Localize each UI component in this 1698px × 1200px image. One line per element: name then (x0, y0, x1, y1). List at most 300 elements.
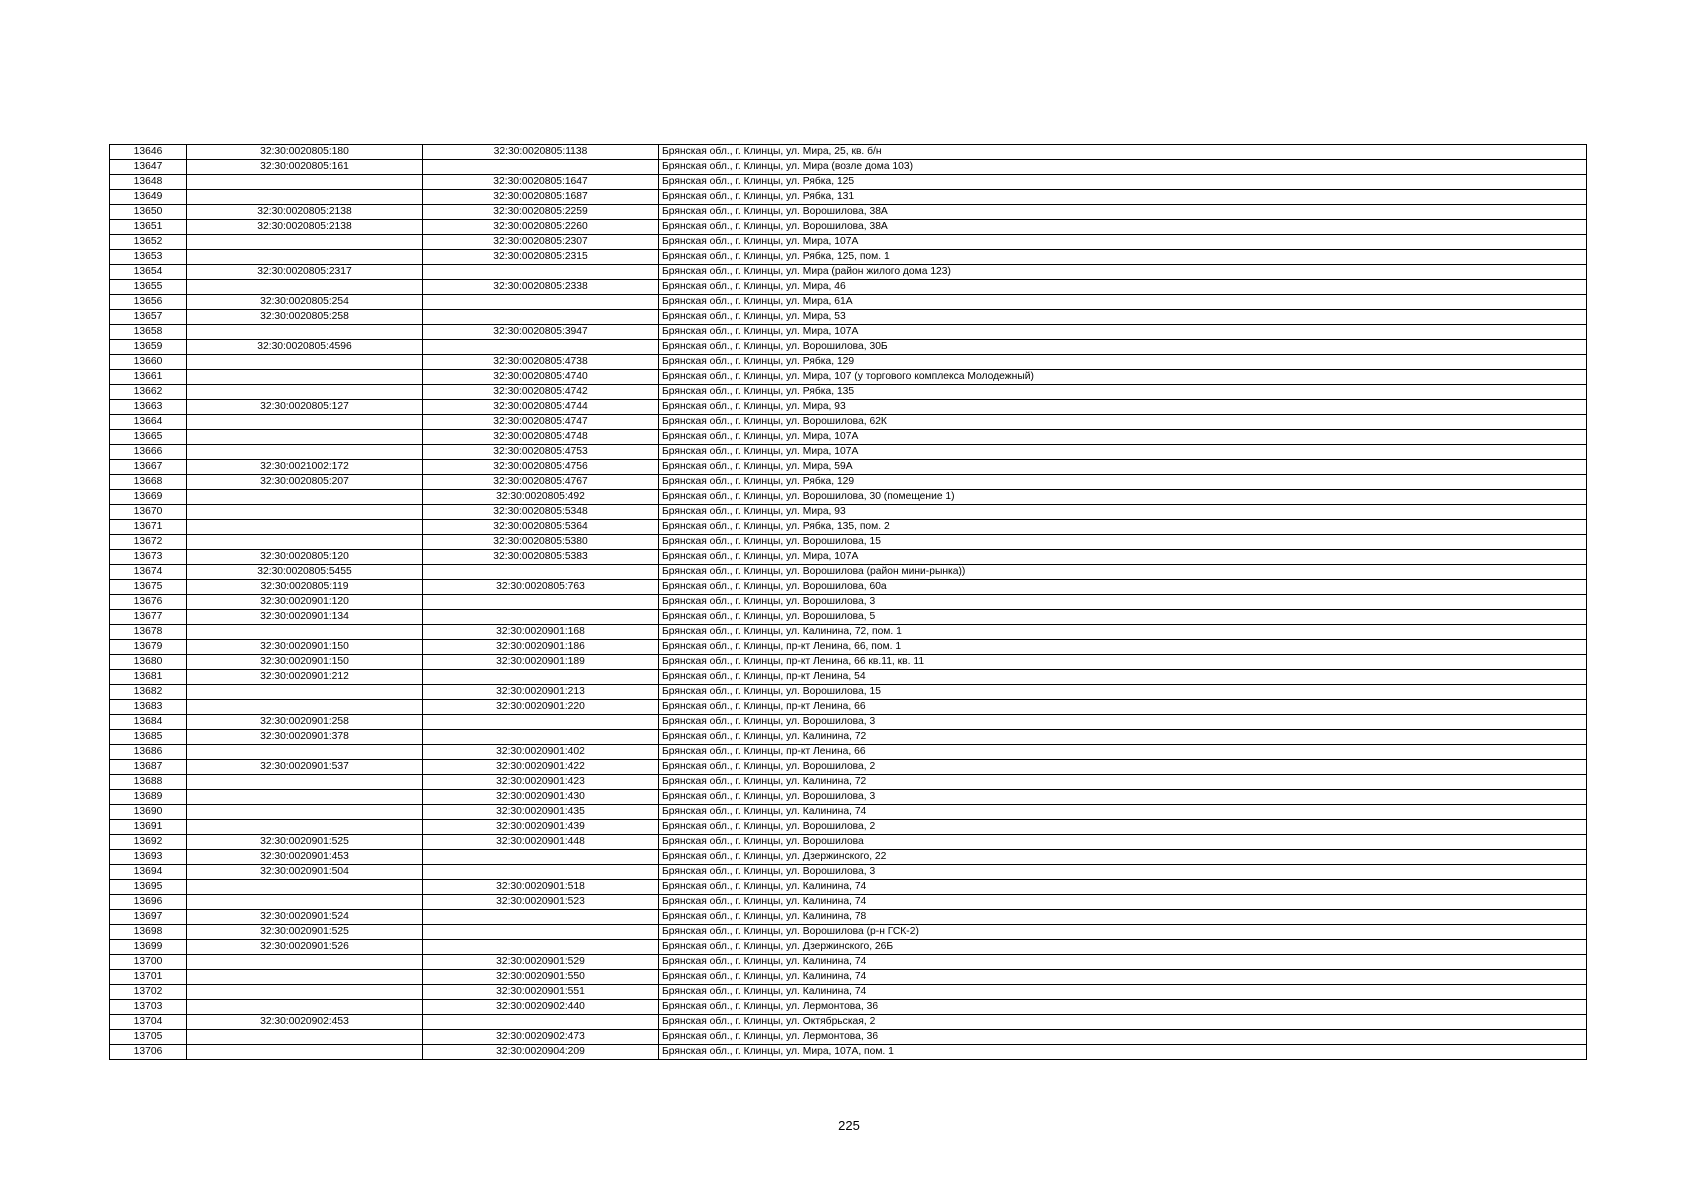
cadastral-number-cell (187, 1045, 423, 1060)
address-cell: Брянская обл., г. Клинцы, ул. Мира, 107А, пом. 1 (659, 1045, 1587, 1060)
related-cadastral-number-cell (423, 340, 659, 355)
related-cadastral-number-cell: 32:30:0020805:5383 (423, 550, 659, 565)
row-number-cell: 13648 (110, 175, 187, 190)
row-number-cell: 13694 (110, 865, 187, 880)
related-cadastral-number-cell: 32:30:0020805:4767 (423, 475, 659, 490)
related-cadastral-number-cell (423, 850, 659, 865)
cadastral-number-cell (187, 280, 423, 295)
address-cell: Брянская обл., г. Клинцы, ул. Мира (район жилого дома 123) (659, 265, 1587, 280)
cadastral-number-cell: 32:30:0020901:504 (187, 865, 423, 880)
address-cell: Брянская обл., г. Клинцы, ул. Лермонтова, 36 (659, 1000, 1587, 1015)
address-cell: Брянская обл., г. Клинцы, ул. Мира, 107 (у торгового комплекса Молодежный) (659, 370, 1587, 385)
cadastral-number-cell: 32:30:0020805:2138 (187, 220, 423, 235)
row-number-cell: 13654 (110, 265, 187, 280)
cadastral-number-cell (187, 430, 423, 445)
address-cell: Брянская обл., г. Клинцы, ул. Мира, 107А (659, 235, 1587, 250)
row-number-cell: 13671 (110, 520, 187, 535)
row-number-cell: 13702 (110, 985, 187, 1000)
address-cell: Брянская обл., г. Клинцы, ул. Ворошилова, 3 (659, 715, 1587, 730)
table-row (110, 1030, 1587, 1045)
related-cadastral-number-cell: 32:30:0020904:209 (423, 1045, 659, 1060)
row-number-cell: 13670 (110, 505, 187, 520)
related-cadastral-number-cell: 32:30:0020901:220 (423, 700, 659, 715)
cadastral-number-cell (187, 805, 423, 820)
cadastral-number-cell: 32:30:0020901:212 (187, 670, 423, 685)
address-cell: Брянская обл., г. Клинцы, ул. Ворошилова, 3 (659, 790, 1587, 805)
cadastral-number-cell (187, 700, 423, 715)
address-cell: Брянская обл., г. Клинцы, ул. Калинина, 74 (659, 880, 1587, 895)
cadastral-number-cell: 32:30:0020902:453 (187, 1015, 423, 1030)
cadastral-number-cell (187, 820, 423, 835)
cadastral-number-cell (187, 685, 423, 700)
row-number-cell: 13687 (110, 760, 187, 775)
address-cell: Брянская обл., г. Клинцы, ул. Мира, 53 (659, 310, 1587, 325)
row-number-cell: 13669 (110, 490, 187, 505)
table-row (110, 1015, 1587, 1030)
related-cadastral-number-cell: 32:30:0020805:4748 (423, 430, 659, 445)
table-row (110, 400, 1587, 415)
address-cell: Брянская обл., г. Клинцы, ул. Ворошилова (район мини-рынка)) (659, 565, 1587, 580)
table-row (110, 505, 1587, 520)
cadastral-number-cell: 32:30:0020901:150 (187, 640, 423, 655)
table-row (110, 745, 1587, 760)
address-cell: Брянская обл., г. Клинцы, ул. Мира, 107А (659, 445, 1587, 460)
related-cadastral-number-cell (423, 715, 659, 730)
registry-table (109, 144, 1587, 1060)
table-row (110, 790, 1587, 805)
row-number-cell: 13706 (110, 1045, 187, 1060)
cadastral-number-cell: 32:30:0020805:127 (187, 400, 423, 415)
related-cadastral-number-cell: 32:30:0020901:439 (423, 820, 659, 835)
address-cell: Брянская обл., г. Клинцы, ул. Мира, 107А (659, 430, 1587, 445)
address-cell: Брянская обл., г. Клинцы, ул. Рябка, 131 (659, 190, 1587, 205)
row-number-cell: 13700 (110, 955, 187, 970)
row-number-cell: 13675 (110, 580, 187, 595)
table-row (110, 715, 1587, 730)
row-number-cell: 13703 (110, 1000, 187, 1015)
address-cell: Брянская обл., г. Клинцы, ул. Ворошилова (659, 835, 1587, 850)
row-number-cell: 13660 (110, 355, 187, 370)
table-row (110, 865, 1587, 880)
related-cadastral-number-cell: 32:30:0020805:492 (423, 490, 659, 505)
row-number-cell: 13693 (110, 850, 187, 865)
table-row (110, 370, 1587, 385)
cadastral-number-cell (187, 190, 423, 205)
row-number-cell: 13699 (110, 940, 187, 955)
table-row (110, 235, 1587, 250)
table-row (110, 835, 1587, 850)
cadastral-number-cell (187, 775, 423, 790)
row-number-cell: 13646 (110, 145, 187, 160)
row-number-cell: 13678 (110, 625, 187, 640)
cadastral-number-cell (187, 250, 423, 265)
cadastral-number-cell: 32:30:0020901:537 (187, 760, 423, 775)
row-number-cell: 13647 (110, 160, 187, 175)
cadastral-number-cell (187, 490, 423, 505)
related-cadastral-number-cell (423, 295, 659, 310)
row-number-cell: 13680 (110, 655, 187, 670)
table-row (110, 655, 1587, 670)
row-number-cell: 13685 (110, 730, 187, 745)
table-row (110, 685, 1587, 700)
table-row (110, 910, 1587, 925)
row-number-cell: 13682 (110, 685, 187, 700)
address-cell: Брянская обл., г. Клинцы, ул. Ворошилова, 60а (659, 580, 1587, 595)
related-cadastral-number-cell (423, 265, 659, 280)
address-cell: Брянская обл., г. Клинцы, ул. Мира, 59А (659, 460, 1587, 475)
table-row (110, 820, 1587, 835)
address-cell: Брянская обл., г. Клинцы, ул. Мира (возле дома 103) (659, 160, 1587, 175)
table-row (110, 580, 1587, 595)
related-cadastral-number-cell: 32:30:0020805:4740 (423, 370, 659, 385)
table-row (110, 850, 1587, 865)
page-number: 225 (838, 1118, 860, 1133)
related-cadastral-number-cell: 32:30:0020805:3947 (423, 325, 659, 340)
table-row (110, 250, 1587, 265)
table-row (110, 775, 1587, 790)
row-number-cell: 13667 (110, 460, 187, 475)
cadastral-number-cell (187, 1000, 423, 1015)
related-cadastral-number-cell (423, 730, 659, 745)
row-number-cell: 13662 (110, 385, 187, 400)
row-number-cell: 13688 (110, 775, 187, 790)
related-cadastral-number-cell: 32:30:0020901:550 (423, 970, 659, 985)
table-row (110, 415, 1587, 430)
cadastral-number-cell: 32:30:0020901:378 (187, 730, 423, 745)
row-number-cell: 13672 (110, 535, 187, 550)
row-number-cell: 13691 (110, 820, 187, 835)
row-number-cell: 13696 (110, 895, 187, 910)
related-cadastral-number-cell (423, 670, 659, 685)
related-cadastral-number-cell: 32:30:0020901:523 (423, 895, 659, 910)
address-cell: Брянская обл., г. Клинцы, ул. Мира, 107А (659, 550, 1587, 565)
address-cell: Брянская обл., г. Клинцы, ул. Ворошилова (р-н ГСК-2) (659, 925, 1587, 940)
row-number-cell: 13692 (110, 835, 187, 850)
related-cadastral-number-cell: 32:30:0020902:440 (423, 1000, 659, 1015)
address-cell: Брянская обл., г. Клинцы, ул. Ворошилова, 3 (659, 595, 1587, 610)
table-row (110, 430, 1587, 445)
registry-table-body (110, 145, 1587, 1060)
cadastral-number-cell (187, 370, 423, 385)
related-cadastral-number-cell: 32:30:0020805:1687 (423, 190, 659, 205)
row-number-cell: 13677 (110, 610, 187, 625)
row-number-cell: 13674 (110, 565, 187, 580)
table-row (110, 295, 1587, 310)
cadastral-number-cell: 32:30:0020805:258 (187, 310, 423, 325)
related-cadastral-number-cell: 32:30:0020902:473 (423, 1030, 659, 1045)
cadastral-number-cell: 32:30:0020901:524 (187, 910, 423, 925)
address-cell: Брянская обл., г. Клинцы, ул. Ворошилова, 15 (659, 535, 1587, 550)
address-cell: Брянская обл., г. Клинцы, ул. Калинина, 72 (659, 730, 1587, 745)
address-cell: Брянская обл., г. Клинцы, ул. Калинина, 72, пом. 1 (659, 625, 1587, 640)
address-cell: Брянская обл., г. Клинцы, ул. Рябка, 135 (659, 385, 1587, 400)
address-cell: Брянская обл., г. Клинцы, ул. Мира, 46 (659, 280, 1587, 295)
table-row (110, 460, 1587, 475)
table-row (110, 760, 1587, 775)
table-row (110, 625, 1587, 640)
row-number-cell: 13663 (110, 400, 187, 415)
row-number-cell: 13684 (110, 715, 187, 730)
address-cell: Брянская обл., г. Клинцы, ул. Мира, 93 (659, 505, 1587, 520)
address-cell: Брянская обл., г. Клинцы, ул. Рябка, 125, пом. 1 (659, 250, 1587, 265)
related-cadastral-number-cell: 32:30:0020805:4753 (423, 445, 659, 460)
related-cadastral-number-cell: 32:30:0020805:4747 (423, 415, 659, 430)
cadastral-number-cell: 32:30:0020901:453 (187, 850, 423, 865)
cadastral-number-cell (187, 970, 423, 985)
related-cadastral-number-cell: 32:30:0020901:402 (423, 745, 659, 760)
address-cell: Брянская обл., г. Клинцы, пр-кт Ленина, 66 (659, 745, 1587, 760)
row-number-cell: 13649 (110, 190, 187, 205)
table-row (110, 595, 1587, 610)
related-cadastral-number-cell (423, 595, 659, 610)
cadastral-number-cell (187, 385, 423, 400)
related-cadastral-number-cell (423, 865, 659, 880)
table-row (110, 160, 1587, 175)
cadastral-number-cell: 32:30:0020901:526 (187, 940, 423, 955)
cadastral-number-cell: 32:30:0021002:172 (187, 460, 423, 475)
related-cadastral-number-cell: 32:30:0020805:4756 (423, 460, 659, 475)
table-row (110, 445, 1587, 460)
related-cadastral-number-cell: 32:30:0020805:2260 (423, 220, 659, 235)
address-cell: Брянская обл., г. Клинцы, пр-кт Ленина, 66 (659, 700, 1587, 715)
cadastral-number-cell (187, 520, 423, 535)
cadastral-number-cell (187, 895, 423, 910)
related-cadastral-number-cell: 32:30:0020805:2338 (423, 280, 659, 295)
related-cadastral-number-cell: 32:30:0020805:2307 (423, 235, 659, 250)
table-row (110, 955, 1587, 970)
table-row (110, 640, 1587, 655)
cadastral-number-cell (187, 625, 423, 640)
table-row (110, 700, 1587, 715)
related-cadastral-number-cell: 32:30:0020805:4744 (423, 400, 659, 415)
table-row (110, 610, 1587, 625)
cadastral-number-cell: 32:30:0020805:119 (187, 580, 423, 595)
row-number-cell: 13676 (110, 595, 187, 610)
table-row (110, 190, 1587, 205)
table-row (110, 520, 1587, 535)
related-cadastral-number-cell (423, 610, 659, 625)
cadastral-number-cell (187, 505, 423, 520)
related-cadastral-number-cell: 32:30:0020805:5348 (423, 505, 659, 520)
row-number-cell: 13657 (110, 310, 187, 325)
related-cadastral-number-cell: 32:30:0020901:430 (423, 790, 659, 805)
row-number-cell: 13665 (110, 430, 187, 445)
related-cadastral-number-cell: 32:30:0020901:168 (423, 625, 659, 640)
address-cell: Брянская обл., г. Клинцы, ул. Мира, 107А (659, 325, 1587, 340)
related-cadastral-number-cell (423, 910, 659, 925)
related-cadastral-number-cell (423, 565, 659, 580)
related-cadastral-number-cell: 32:30:0020901:518 (423, 880, 659, 895)
table-row (110, 280, 1587, 295)
address-cell: Брянская обл., г. Клинцы, ул. Ворошилова, 3 (659, 865, 1587, 880)
cadastral-number-cell: 32:30:0020901:134 (187, 610, 423, 625)
row-number-cell: 13658 (110, 325, 187, 340)
table-row (110, 730, 1587, 745)
cadastral-number-cell (187, 955, 423, 970)
row-number-cell: 13689 (110, 790, 187, 805)
cadastral-number-cell: 32:30:0020805:254 (187, 295, 423, 310)
table-row (110, 265, 1587, 280)
table-row (110, 355, 1587, 370)
row-number-cell: 13704 (110, 1015, 187, 1030)
address-cell: Брянская обл., г. Клинцы, ул. Мира, 61А (659, 295, 1587, 310)
row-number-cell: 13673 (110, 550, 187, 565)
related-cadastral-number-cell: 32:30:0020901:213 (423, 685, 659, 700)
address-cell: Брянская обл., г. Клинцы, ул. Рябка, 129 (659, 355, 1587, 370)
address-cell: Брянская обл., г. Клинцы, ул. Октябрьская, 2 (659, 1015, 1587, 1030)
table-row (110, 565, 1587, 580)
cadastral-number-cell: 32:30:0020805:120 (187, 550, 423, 565)
related-cadastral-number-cell: 32:30:0020901:435 (423, 805, 659, 820)
address-cell: Брянская обл., г. Клинцы, ул. Ворошилова, 30 (помещение 1) (659, 490, 1587, 505)
table-row (110, 1000, 1587, 1015)
cadastral-number-cell (187, 985, 423, 1000)
row-number-cell: 13652 (110, 235, 187, 250)
cadastral-number-cell (187, 235, 423, 250)
row-number-cell: 13701 (110, 970, 187, 985)
cadastral-number-cell: 32:30:0020901:525 (187, 835, 423, 850)
table-row (110, 970, 1587, 985)
cadastral-number-cell (187, 745, 423, 760)
row-number-cell: 13651 (110, 220, 187, 235)
related-cadastral-number-cell (423, 925, 659, 940)
address-cell: Брянская обл., г. Клинцы, ул. Калинина, 74 (659, 970, 1587, 985)
row-number-cell: 13679 (110, 640, 187, 655)
row-number-cell: 13659 (110, 340, 187, 355)
table-row (110, 805, 1587, 820)
related-cadastral-number-cell (423, 940, 659, 955)
related-cadastral-number-cell: 32:30:0020901:551 (423, 985, 659, 1000)
address-cell: Брянская обл., г. Клинцы, пр-кт Ленина, 66, пом. 1 (659, 640, 1587, 655)
address-cell: Брянская обл., г. Клинцы, ул. Ворошилова, 15 (659, 685, 1587, 700)
row-number-cell: 13655 (110, 280, 187, 295)
address-cell: Брянская обл., г. Клинцы, ул. Дзержинского, 26Б (659, 940, 1587, 955)
related-cadastral-number-cell: 32:30:0020901:189 (423, 655, 659, 670)
address-cell: Брянская обл., г. Клинцы, ул. Калинина, 74 (659, 805, 1587, 820)
cadastral-number-cell: 32:30:0020901:120 (187, 595, 423, 610)
related-cadastral-number-cell: 32:30:0020901:529 (423, 955, 659, 970)
row-number-cell: 13661 (110, 370, 187, 385)
address-cell: Брянская обл., г. Клинцы, ул. Ворошилова, 2 (659, 760, 1587, 775)
row-number-cell: 13650 (110, 205, 187, 220)
address-cell: Брянская обл., г. Клинцы, ул. Ворошилова, 30Б (659, 340, 1587, 355)
address-cell: Брянская обл., г. Клинцы, ул. Калинина, 74 (659, 955, 1587, 970)
cadastral-number-cell (187, 535, 423, 550)
cadastral-number-cell: 32:30:0020901:150 (187, 655, 423, 670)
related-cadastral-number-cell (423, 310, 659, 325)
table-row (110, 670, 1587, 685)
related-cadastral-number-cell (423, 1015, 659, 1030)
table-row (110, 1045, 1587, 1060)
cadastral-number-cell: 32:30:0020901:525 (187, 925, 423, 940)
cadastral-number-cell: 32:30:0020805:2317 (187, 265, 423, 280)
related-cadastral-number-cell: 32:30:0020901:423 (423, 775, 659, 790)
cadastral-number-cell: 32:30:0020805:161 (187, 160, 423, 175)
table-row (110, 325, 1587, 340)
related-cadastral-number-cell: 32:30:0020805:1138 (423, 145, 659, 160)
related-cadastral-number-cell: 32:30:0020805:4738 (423, 355, 659, 370)
row-number-cell: 13690 (110, 805, 187, 820)
address-cell: Брянская обл., г. Клинцы, ул. Ворошилова, 2 (659, 820, 1587, 835)
related-cadastral-number-cell: 32:30:0020901:186 (423, 640, 659, 655)
table-row (110, 385, 1587, 400)
cadastral-number-cell: 32:30:0020805:5455 (187, 565, 423, 580)
table-row (110, 550, 1587, 565)
cadastral-number-cell (187, 175, 423, 190)
address-cell: Брянская обл., г. Клинцы, ул. Мира, 25, кв. б/н (659, 145, 1587, 160)
row-number-cell: 13668 (110, 475, 187, 490)
row-number-cell: 13695 (110, 880, 187, 895)
table-row (110, 535, 1587, 550)
table-row (110, 925, 1587, 940)
table-row (110, 340, 1587, 355)
related-cadastral-number-cell: 32:30:0020805:2315 (423, 250, 659, 265)
cadastral-number-cell (187, 1030, 423, 1045)
address-cell: Брянская обл., г. Клинцы, ул. Калинина, 78 (659, 910, 1587, 925)
cadastral-number-cell: 32:30:0020805:4596 (187, 340, 423, 355)
table-row (110, 475, 1587, 490)
cadastral-number-cell (187, 325, 423, 340)
address-cell: Брянская обл., г. Клинцы, ул. Лермонтова, 36 (659, 1030, 1587, 1045)
table-row (110, 205, 1587, 220)
address-cell: Брянская обл., г. Клинцы, пр-кт Ленина, 54 (659, 670, 1587, 685)
address-cell: Брянская обл., г. Клинцы, ул. Рябка, 129 (659, 475, 1587, 490)
address-cell: Брянская обл., г. Клинцы, ул. Калинина, 72 (659, 775, 1587, 790)
row-number-cell: 13656 (110, 295, 187, 310)
address-cell: Брянская обл., г. Клинцы, пр-кт Ленина, 66 кв.11, кв. 11 (659, 655, 1587, 670)
related-cadastral-number-cell: 32:30:0020805:4742 (423, 385, 659, 400)
table-row (110, 145, 1587, 160)
table-row (110, 880, 1587, 895)
related-cadastral-number-cell: 32:30:0020805:5364 (423, 520, 659, 535)
table-row (110, 895, 1587, 910)
related-cadastral-number-cell: 32:30:0020805:2259 (423, 205, 659, 220)
cadastral-number-cell (187, 880, 423, 895)
related-cadastral-number-cell: 32:30:0020901:422 (423, 760, 659, 775)
row-number-cell: 13697 (110, 910, 187, 925)
address-cell: Брянская обл., г. Клинцы, ул. Калинина, 74 (659, 985, 1587, 1000)
address-cell: Брянская обл., г. Клинцы, ул. Калинина, 74 (659, 895, 1587, 910)
address-cell: Брянская обл., г. Клинцы, ул. Рябка, 125 (659, 175, 1587, 190)
address-cell: Брянская обл., г. Клинцы, ул. Дзержинского, 22 (659, 850, 1587, 865)
address-cell: Брянская обл., г. Клинцы, ул. Ворошилова, 38А (659, 220, 1587, 235)
row-number-cell: 13683 (110, 700, 187, 715)
related-cadastral-number-cell (423, 160, 659, 175)
row-number-cell: 13664 (110, 415, 187, 430)
table-row (110, 175, 1587, 190)
related-cadastral-number-cell: 32:30:0020805:5380 (423, 535, 659, 550)
row-number-cell: 13705 (110, 1030, 187, 1045)
address-cell: Брянская обл., г. Клинцы, ул. Ворошилова, 5 (659, 610, 1587, 625)
address-cell: Брянская обл., г. Клинцы, ул. Ворошилова, 38А (659, 205, 1587, 220)
related-cadastral-number-cell: 32:30:0020805:1647 (423, 175, 659, 190)
row-number-cell: 13681 (110, 670, 187, 685)
cadastral-number-cell: 32:30:0020805:207 (187, 475, 423, 490)
table-row (110, 985, 1587, 1000)
address-cell: Брянская обл., г. Клинцы, ул. Ворошилова, 62К (659, 415, 1587, 430)
table-row (110, 310, 1587, 325)
related-cadastral-number-cell: 32:30:0020805:763 (423, 580, 659, 595)
related-cadastral-number-cell: 32:30:0020901:448 (423, 835, 659, 850)
table-row (110, 490, 1587, 505)
row-number-cell: 13653 (110, 250, 187, 265)
cadastral-number-cell (187, 790, 423, 805)
address-cell: Брянская обл., г. Клинцы, ул. Мира, 93 (659, 400, 1587, 415)
row-number-cell: 13686 (110, 745, 187, 760)
cadastral-number-cell (187, 445, 423, 460)
row-number-cell: 13698 (110, 925, 187, 940)
row-number-cell: 13666 (110, 445, 187, 460)
